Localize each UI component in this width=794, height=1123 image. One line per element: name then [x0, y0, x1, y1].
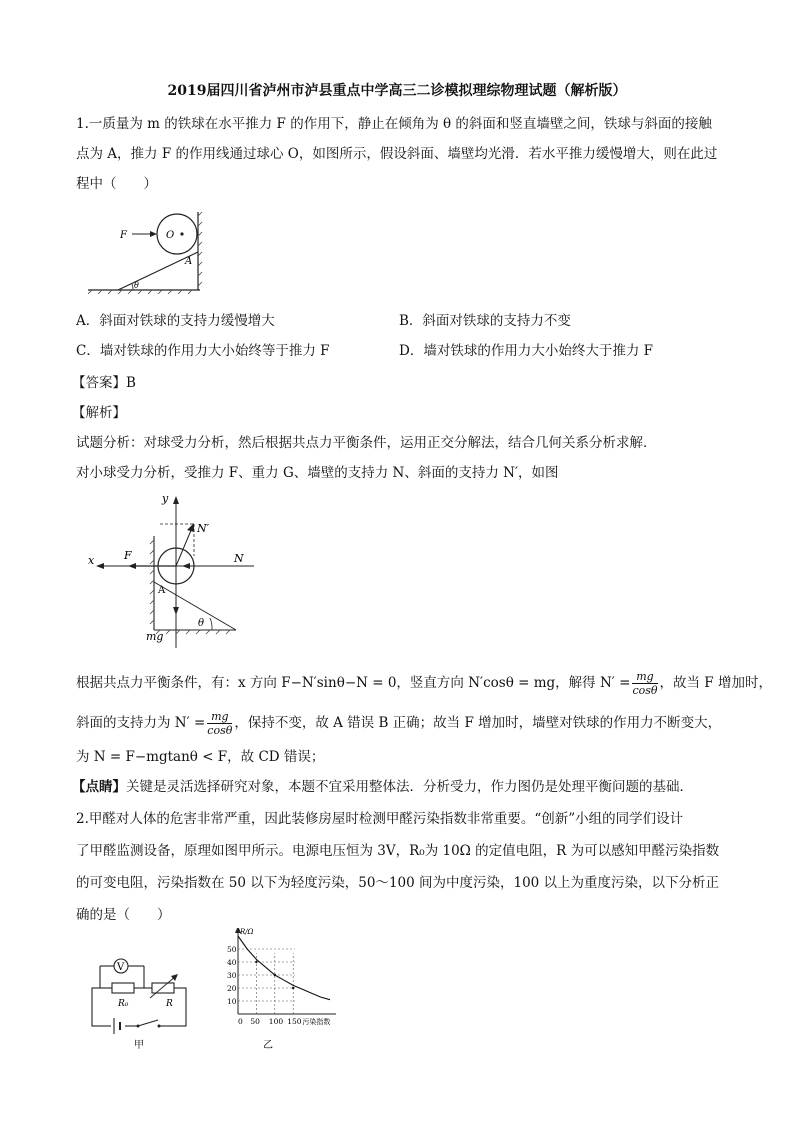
q1-figure [88, 208, 213, 294]
q1-equation-line1 [76, 670, 772, 697]
eq1-frac-num: mg [632, 670, 657, 684]
graph-point [292, 987, 294, 989]
graph-x-tick-label: 0 [238, 1017, 243, 1026]
q1-theta-arc [132, 284, 133, 290]
q1-label-A: A [185, 256, 193, 267]
graph-caption: 乙 [263, 1040, 273, 1050]
q1-wall-hatch [198, 212, 202, 286]
q1-stem-line1: 1.一质量为 m 的铁球在水平推力 F 的作用下，静止在倾角为 θ 的斜面和竖直墙壁之间，铁球与斜面的接触 [76, 116, 712, 132]
q2-stem-line2: 了甲醛监测设备，原理如图甲所示。电源电压恒为 3V，R₀为 10Ω 的定值电阻，R 为可以感知甲醛污染指数 [76, 843, 720, 859]
fd-y-arrowhead [173, 496, 179, 504]
eq1-fraction [632, 670, 657, 697]
page-title: 2019届四川省泸州市泸县重点中学高三二诊模拟理综物理试题（解析版） [167, 83, 627, 99]
fd-label-mg: mg [146, 630, 164, 643]
fd-label-y: y [162, 492, 169, 505]
fd-F-arrowhead [128, 563, 136, 569]
resistor-r0 [112, 983, 134, 993]
graph-x-tick-label: 100 [268, 1017, 284, 1026]
resistor-r-label: R [166, 999, 173, 1009]
q1-stem-line3: 程中（ ） [76, 176, 157, 192]
voltmeter-label: V [117, 962, 125, 973]
graph-y-tick-label: 20 [227, 984, 237, 993]
eq1-text-b: ，故当 F 增加时， [659, 675, 772, 691]
fd-label-theta: θ [198, 618, 205, 629]
fd-N-arrowhead [182, 563, 190, 569]
q2-stem-line4: 确的是（ ） [76, 907, 171, 923]
q1-ground-hatch [88, 290, 192, 294]
graph-point [255, 961, 257, 963]
fd-theta-arc [210, 618, 212, 630]
graph-y-tick-label: 10 [227, 997, 237, 1006]
q2-stem-line1: 2.甲醛对人体的危害非常严重，因此装修房屋时检测甲醛污染指数非常重要。“创新”小组的同学们设计 [76, 811, 684, 827]
eq2-fraction [207, 710, 232, 737]
q1-label-O: O [166, 230, 175, 241]
eq2-frac-den: cosθ [207, 724, 233, 737]
q1-label-theta: θ [134, 281, 139, 290]
q1-answer: 【答案】B [72, 375, 136, 391]
fd-label-F: F [124, 549, 132, 562]
fd-label-nprime: N′ [197, 522, 210, 535]
fd-label-x: x [88, 554, 95, 567]
fd-label-N: N [234, 552, 244, 565]
eq2-text-b: ，保持不变，故 A 错误 B 正确；故当 F 增加时，墙壁对铁球的作用力不断变大， [234, 715, 722, 731]
q1-option-c: C．墙对铁球的作用力大小始终等于推力 F [76, 343, 330, 359]
resistor-r [152, 983, 174, 993]
resistor-r0-label: R₀ [118, 999, 129, 1009]
eq1-frac-den: cosθ [632, 684, 658, 697]
q2-stem-line3: 的可变电阻，污染指数在 50 以下为轻度污染，50～100 间为中度污染，100 以上为重度污染，以下分析正 [76, 875, 720, 891]
q1-stem-line2: 点为 A，推力 F 的作用线通过球心 O，如图所示，假设斜面、墙壁均光滑．若水平推力缓慢增大，则在此过 [76, 146, 718, 162]
q1-force-arrowhead [150, 231, 157, 237]
eq2-frac-num: mg [207, 710, 232, 724]
q1-analysis-line1: 试题分析：对球受力分析，然后根据共点力平衡条件，运用正交分解法，结合几何关系分析求解． [76, 435, 657, 451]
q2-circuit [86, 950, 196, 1050]
graph-x-label: 污染指数 [302, 1018, 331, 1026]
q1-option-d: D．墙对铁球的作用力大小始终大于推力 F [399, 343, 653, 359]
q1-option-a: A．斜面对铁球的支持力缓慢增大 [76, 313, 275, 329]
q1-ball-center [180, 232, 183, 235]
graph-series-line [238, 936, 330, 1000]
fd-incline [154, 582, 236, 630]
fd-wall-hatch [150, 540, 154, 624]
fd-ground-hatch [156, 630, 230, 634]
graph-x-tick-label: 50 [250, 1017, 260, 1026]
q1-option-b: B．斜面对铁球的支持力不变 [399, 313, 571, 329]
q1-comment-label: 【点睛】 [72, 779, 126, 795]
graph-y-tick-label: 40 [227, 958, 237, 967]
graph-y-label: R/Ω [240, 928, 254, 936]
circuit-caption: 甲 [134, 1040, 144, 1050]
fd-mg-arrowhead [173, 607, 179, 615]
graph-point [274, 974, 276, 976]
fd-nprime-arrow [176, 528, 192, 566]
q1-label-F: F [120, 230, 127, 241]
q1-analysis-line2: 对小球受力分析，受推力 F、重力 G、墙壁的支持力 N、斜面的支持力 N′，如图 [76, 465, 559, 481]
eq1-text-a: 根据共点力平衡条件，有：x 方向 F−N′sinθ−N = 0，竖直方向 N′cosθ = mg，解得 N′ = [76, 675, 631, 691]
q1-comment [72, 778, 693, 796]
fd-x-arrowhead [96, 563, 104, 569]
fd-label-A: A [158, 585, 166, 596]
graph-x-tick-label: 150 [287, 1017, 302, 1026]
q1-force-diagram [86, 490, 256, 658]
graph-y-tick-label: 50 [227, 945, 237, 954]
eq2-text-a: 斜面的支持力为 N′ = [76, 715, 206, 731]
q1-analysis-heading: 【解析】 [72, 405, 126, 421]
q2-graph [222, 928, 342, 1050]
q1-equation-line3: 为 N = F−mgtanθ < F，故 CD 错误； [76, 749, 325, 765]
q1-ball [157, 214, 197, 254]
q1-comment-text: 关键是灵活选择研究对象，本题不宜采用整体法．分析受力，作力图仍是处理平衡问题的基础． [126, 779, 693, 795]
graph-y-tick-label: 30 [227, 971, 237, 980]
graph-plot-area [227, 928, 336, 1026]
q1-equation-line2 [76, 710, 721, 737]
